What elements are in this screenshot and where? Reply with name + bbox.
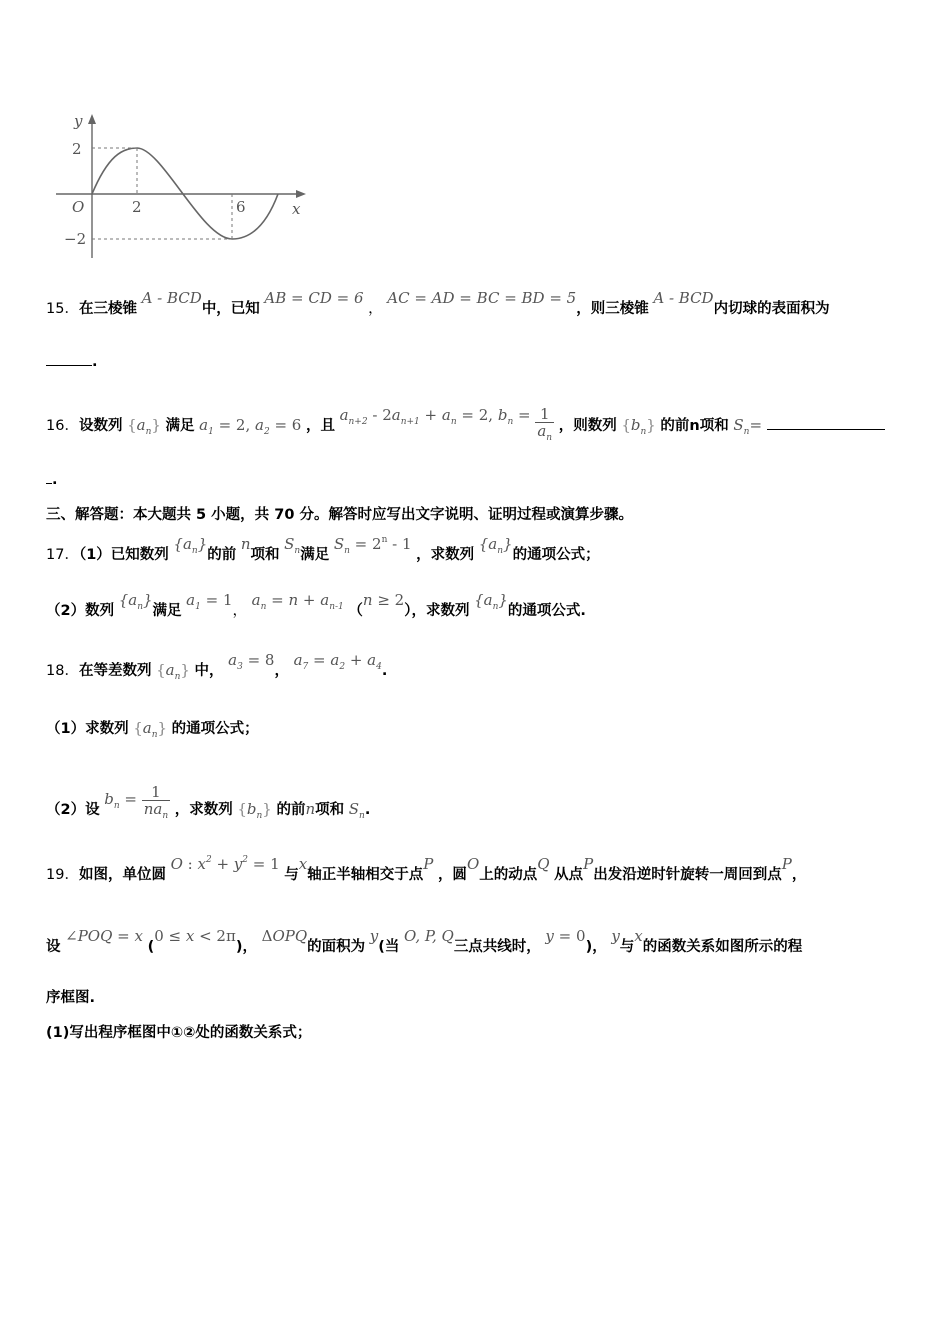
question-17-part1: 17．（1）已知数列 $\{a_n\}$的前 n项和 $S_n$满足 $S_n = 2^n - 1$ ，求数列 $\{a_n\}$的通项公式； [46, 535, 600, 563]
question-15: 15．在三棱锥 A - BCD中，已知 AB = CD = 6 ， AC = AD = BC = BD = 5，则三棱锥 A - BCD内切球的表面积为 [46, 289, 830, 317]
question-19-line3: 序框图. [46, 990, 96, 1006]
x-axis-arrow [296, 190, 306, 198]
question-17-part2: （2）数列 $\{a_n\}$满足 $a_1 = 1$， $a_n = n + a_{n-1}$ （n ≥ 2），求数列 $\{a_n\}$的通项公式. [46, 591, 586, 619]
section-3-heading: 三、解答题：本大题共 5 小题，共 70 分。解答时应写出文字说明、证明过程或演算步骤。 [46, 507, 633, 523]
y-tick-2: 2 [72, 140, 82, 158]
question-18-part2: （2）设 $b_n$ = $\frac{1}{na_n}$ ，求数列 $\{b_n\}$ 的前n项和 $S_n$. [46, 783, 371, 821]
question-18-part1: （1）求数列 $\{a_n\}$ 的通项公式； [46, 719, 259, 740]
x-tick-6: 6 [236, 198, 246, 216]
question-19-part1: (1)写出程序框图中①②处的函数关系式； [46, 1025, 312, 1041]
question-15-answer: . [46, 352, 98, 372]
answer-blank-15 [46, 365, 92, 366]
x-label: x [292, 200, 301, 218]
question-19-line2: 设 ∠POQ = x (0 ≤ x < 2π)， ΔOPQ的面积为 y(当 O, P, Q三点共线时， y = 0)， y与x的函数关系如图所示的程 [46, 927, 803, 955]
question-18: 18．在等差数列 $\{a_n\}$ 中， $a_3 = 8$， $a_7 = a_2 + a_4$. [46, 651, 388, 682]
y-tick-neg2: −2 [64, 230, 87, 248]
question-19: 19．如图，单位圆 O : $x^2 + y^2 = 1$ 与x轴正半轴相交于点P ，圆O上的动点Q 从点P出发沿逆时针旋转一周回到点P， [46, 855, 807, 883]
answer-blank-16 [767, 429, 885, 430]
x-tick-2: 2 [132, 198, 142, 216]
question-16: 16．设数列 $\{a_n\}$ 满足 $a_1 = 2$, $a_2 = 6$ ，且 $a_{n+2} - 2a_{n+1} + a_n = 2$, $b_n$ = $\frac{1}{a_n}$ ，则数列 $\{b_n\}$ 的前n项和 $S_n=$ [46, 406, 885, 446]
origin-label: O [72, 198, 85, 216]
question-16-answer: . [46, 470, 58, 490]
y-axis-arrow [88, 114, 96, 124]
sine-graph [52, 108, 312, 264]
y-label: y [74, 112, 83, 130]
